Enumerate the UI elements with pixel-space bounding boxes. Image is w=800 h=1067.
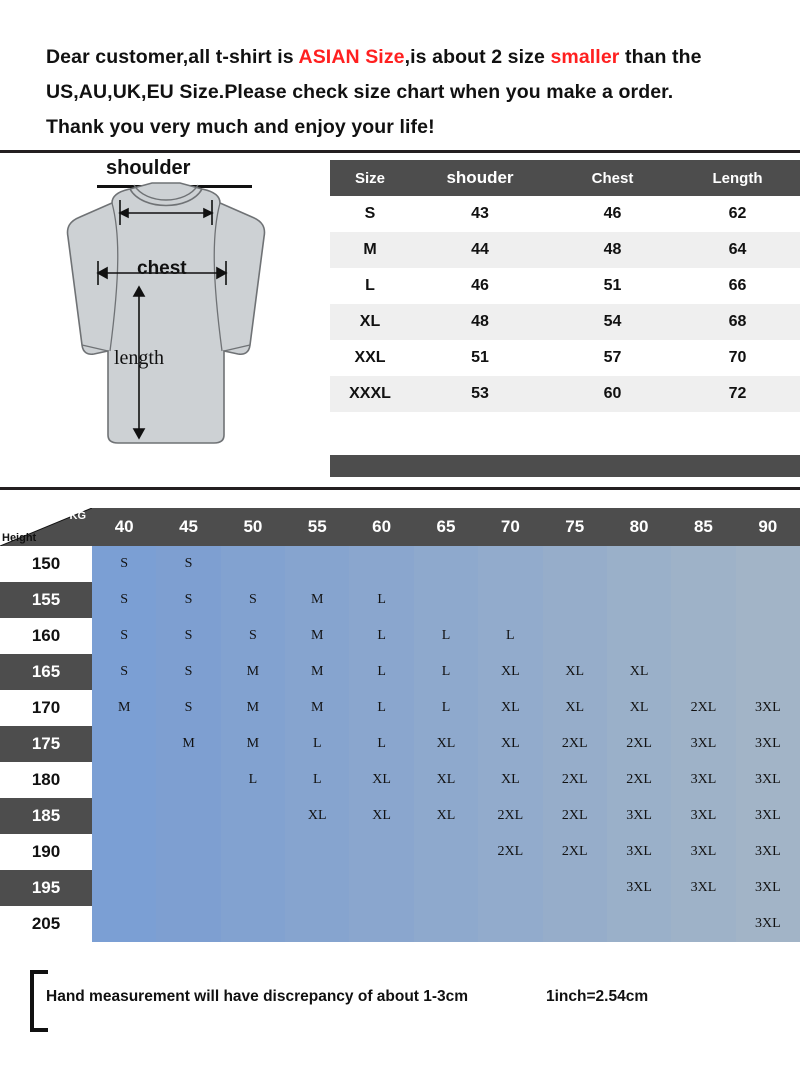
cell-size: XL xyxy=(330,304,410,340)
matrix-row xyxy=(0,582,800,618)
size-table-header-row xyxy=(330,160,800,196)
matrix-cell xyxy=(543,870,607,906)
matrix-height-label: Height xyxy=(2,532,37,544)
matrix-cell xyxy=(671,582,735,618)
length-label: length xyxy=(114,347,164,369)
matrix-cell xyxy=(736,582,800,618)
matrix-row xyxy=(0,834,800,870)
matrix-cell: L xyxy=(349,690,413,726)
size-table-header-length: Length xyxy=(675,160,800,196)
matrix-cell: 3XL xyxy=(736,834,800,870)
matrix-cell xyxy=(671,546,735,582)
bracket-top xyxy=(30,970,48,974)
matrix-row xyxy=(0,798,800,834)
matrix-cell: 2XL xyxy=(671,690,735,726)
bracket-bottom xyxy=(30,1028,48,1032)
matrix-cell xyxy=(285,834,349,870)
matrix-height-205: 205 xyxy=(0,906,92,942)
footer-measurement-note: Hand measurement will have discrepancy of about 1-3cm xyxy=(46,988,469,1005)
matrix-cell xyxy=(607,546,671,582)
matrix-row xyxy=(0,906,800,942)
matrix-cell xyxy=(349,834,413,870)
matrix-cell: S xyxy=(221,582,285,618)
matrix-height-165: 165 xyxy=(0,654,92,690)
matrix-cell: XL xyxy=(349,762,413,798)
matrix-cell: L xyxy=(349,618,413,654)
matrix-cell: S xyxy=(156,690,220,726)
matrix-cell: XL xyxy=(414,726,478,762)
shoulder-label: shoulder xyxy=(106,157,191,179)
matrix-cell: L xyxy=(349,654,413,690)
matrix-cell xyxy=(478,870,542,906)
matrix-cell: M xyxy=(156,726,220,762)
matrix-cell: XL xyxy=(607,654,671,690)
matrix-cell xyxy=(414,546,478,582)
matrix-cell xyxy=(414,870,478,906)
tshirt-illustration xyxy=(0,155,330,475)
notice-smaller: smaller xyxy=(550,46,620,68)
matrix-cell: S xyxy=(156,654,220,690)
matrix-cell: 3XL xyxy=(736,906,800,942)
matrix-cell: 3XL xyxy=(671,726,735,762)
matrix-height-150: 150 xyxy=(0,546,92,582)
matrix-cell xyxy=(156,870,220,906)
matrix-cell: XL xyxy=(607,690,671,726)
height-weight-matrix xyxy=(0,508,800,942)
footer-note xyxy=(30,970,770,1032)
footer-inch-conversion: 1inch=2.54cm xyxy=(546,988,649,1005)
matrix-cell: S xyxy=(156,582,220,618)
matrix-cell xyxy=(156,762,220,798)
matrix-cell xyxy=(92,726,156,762)
matrix-weight-70: 70 xyxy=(478,508,542,546)
matrix-cell: XL xyxy=(478,726,542,762)
matrix-cell: M xyxy=(285,582,349,618)
cell-size: M xyxy=(330,232,410,268)
cell-length: 66 xyxy=(675,268,800,304)
table-row xyxy=(330,268,800,304)
matrix-cell xyxy=(92,870,156,906)
table-row xyxy=(330,340,800,376)
matrix-row xyxy=(0,762,800,798)
matrix-cell xyxy=(221,834,285,870)
matrix-weight-60: 60 xyxy=(349,508,413,546)
matrix-cell: S xyxy=(92,546,156,582)
matrix-cell xyxy=(543,582,607,618)
matrix-cell xyxy=(92,834,156,870)
cell-shoulder: 46 xyxy=(410,268,550,304)
matrix-cell: 2XL xyxy=(543,798,607,834)
matrix-height-195: 195 xyxy=(0,870,92,906)
matrix-cell: M xyxy=(285,690,349,726)
matrix-cell xyxy=(92,798,156,834)
matrix-weight-45: 45 xyxy=(156,508,220,546)
cell-length: 70 xyxy=(675,340,800,376)
matrix-cell xyxy=(478,546,542,582)
cell-shoulder: 44 xyxy=(410,232,550,268)
matrix-cell: 3XL xyxy=(736,798,800,834)
cell-chest: 54 xyxy=(550,304,675,340)
cell-shoulder: 48 xyxy=(410,304,550,340)
matrix-cell: 3XL xyxy=(607,834,671,870)
matrix-cell: S xyxy=(92,654,156,690)
matrix-row xyxy=(0,726,800,762)
matrix-cell xyxy=(221,906,285,942)
size-table-header-size: Size xyxy=(330,160,410,196)
matrix-weight-85: 85 xyxy=(671,508,735,546)
matrix-cell: L xyxy=(478,618,542,654)
tshirt-diagram xyxy=(0,155,330,475)
matrix-cell xyxy=(671,618,735,654)
cell-chest: 46 xyxy=(550,196,675,232)
matrix-cell: 3XL xyxy=(607,870,671,906)
matrix-cell xyxy=(543,546,607,582)
matrix-cell xyxy=(607,906,671,942)
matrix-cell: XL xyxy=(478,690,542,726)
matrix-cell: XL xyxy=(285,798,349,834)
matrix-cell: 2XL xyxy=(607,726,671,762)
cell-length: 64 xyxy=(675,232,800,268)
matrix-cell xyxy=(221,798,285,834)
matrix-cell: S xyxy=(92,582,156,618)
matrix-height-190: 190 xyxy=(0,834,92,870)
table-row xyxy=(330,232,800,268)
matrix-cell xyxy=(156,834,220,870)
matrix-cell xyxy=(349,870,413,906)
matrix-weight-40: 40 xyxy=(92,508,156,546)
matrix-cell: L xyxy=(221,762,285,798)
matrix-weight-75: 75 xyxy=(543,508,607,546)
cell-shoulder: 43 xyxy=(410,196,550,232)
divider-middle xyxy=(0,487,800,490)
matrix-cell xyxy=(736,618,800,654)
matrix-cell xyxy=(156,798,220,834)
matrix-cell: S xyxy=(221,618,285,654)
matrix-cell xyxy=(736,546,800,582)
matrix-cell: M xyxy=(221,726,285,762)
cell-chest: 57 xyxy=(550,340,675,376)
matrix-row xyxy=(0,870,800,906)
matrix-cell: 3XL xyxy=(671,870,735,906)
matrix-cell: XL xyxy=(414,798,478,834)
notice-line-2: US,AU,UK,EU Size.Please check size chart when you make a order. xyxy=(46,81,674,103)
matrix-cell: S xyxy=(92,618,156,654)
matrix-cell: XL xyxy=(414,762,478,798)
cell-chest: 60 xyxy=(550,376,675,412)
cell-shoulder: 53 xyxy=(410,376,550,412)
matrix-cell xyxy=(221,870,285,906)
matrix-weight-65: 65 xyxy=(414,508,478,546)
matrix-cell xyxy=(671,906,735,942)
matrix-cell xyxy=(414,834,478,870)
matrix-cell xyxy=(285,870,349,906)
bracket-vertical xyxy=(30,970,34,1032)
matrix-cell: 2XL xyxy=(543,726,607,762)
matrix-cell: 2XL xyxy=(543,834,607,870)
matrix-corner-cell xyxy=(0,508,92,546)
matrix-cell xyxy=(285,906,349,942)
matrix-cell: XL xyxy=(543,690,607,726)
matrix-cell xyxy=(414,582,478,618)
matrix-height-175: 175 xyxy=(0,726,92,762)
matrix-cell xyxy=(349,546,413,582)
cell-size: XXL xyxy=(330,340,410,376)
matrix-cell: L xyxy=(414,690,478,726)
matrix-weight-55: 55 xyxy=(285,508,349,546)
matrix-cell: 3XL xyxy=(736,726,800,762)
matrix-cell xyxy=(478,582,542,618)
notice-line-3: Thank you very much and enjoy your life! xyxy=(46,116,435,138)
matrix-cell: S xyxy=(156,546,220,582)
matrix-cell xyxy=(607,618,671,654)
table-row xyxy=(330,196,800,232)
matrix-weight-90: 90 xyxy=(736,508,800,546)
matrix-weight-50: 50 xyxy=(221,508,285,546)
matrix-row xyxy=(0,618,800,654)
notice-text-b: ,is about 2 size xyxy=(404,46,551,68)
cell-size: XXXL xyxy=(330,376,410,412)
cell-size: L xyxy=(330,268,410,304)
cell-chest: 48 xyxy=(550,232,675,268)
table-row xyxy=(330,304,800,340)
size-table-header-shoulder: shouder xyxy=(410,160,550,196)
matrix-cell: M xyxy=(285,654,349,690)
matrix-cell: 2XL xyxy=(543,762,607,798)
cell-shoulder: 51 xyxy=(410,340,550,376)
matrix-cell: XL xyxy=(478,654,542,690)
matrix-cell: 2XL xyxy=(478,798,542,834)
matrix-cell: L xyxy=(285,726,349,762)
cell-size: S xyxy=(330,196,410,232)
matrix-cell: 3XL xyxy=(736,690,800,726)
matrix-weight-80: 80 xyxy=(607,508,671,546)
matrix-cell: L xyxy=(285,762,349,798)
matrix-cell: S xyxy=(156,618,220,654)
matrix-cell: 3XL xyxy=(671,762,735,798)
matrix-cell: 2XL xyxy=(478,834,542,870)
notice-text-a: Dear customer,all t-shirt is xyxy=(46,46,299,68)
divider-top xyxy=(0,150,800,153)
matrix-cell: M xyxy=(221,690,285,726)
size-table-header-chest: Chest xyxy=(550,160,675,196)
cell-length: 68 xyxy=(675,304,800,340)
matrix-cell: XL xyxy=(478,762,542,798)
matrix-cell xyxy=(543,618,607,654)
matrix-cell xyxy=(736,654,800,690)
matrix-row xyxy=(0,654,800,690)
matrix-cell xyxy=(92,906,156,942)
matrix-cell xyxy=(92,762,156,798)
matrix-height-170: 170 xyxy=(0,690,92,726)
notice-line-1 xyxy=(46,40,792,75)
matrix-cell: L xyxy=(414,654,478,690)
matrix-cell: M xyxy=(92,690,156,726)
matrix-cell xyxy=(156,906,220,942)
matrix-cell: 3XL xyxy=(607,798,671,834)
table-row xyxy=(330,376,800,412)
matrix-height-160: 160 xyxy=(0,618,92,654)
matrix-cell xyxy=(285,546,349,582)
notice-text-c: than the xyxy=(619,46,702,68)
notice-asian-size: ASIAN Size xyxy=(298,46,405,68)
matrix-cell: L xyxy=(349,582,413,618)
matrix-cell xyxy=(478,906,542,942)
matrix-header-row xyxy=(0,508,800,546)
matrix-row xyxy=(0,546,800,582)
matrix-cell xyxy=(349,906,413,942)
notice-block xyxy=(0,40,800,145)
matrix-cell: L xyxy=(414,618,478,654)
matrix-cell: L xyxy=(349,726,413,762)
matrix-cell xyxy=(221,546,285,582)
size-table-footer-bar xyxy=(330,455,800,477)
matrix-cell: M xyxy=(285,618,349,654)
cell-length: 72 xyxy=(675,376,800,412)
matrix-row xyxy=(0,690,800,726)
matrix-cell: XL xyxy=(543,654,607,690)
chest-label: chest xyxy=(137,258,187,279)
matrix-height-180: 180 xyxy=(0,762,92,798)
matrix-cell: 2XL xyxy=(607,762,671,798)
matrix-cell: M xyxy=(221,654,285,690)
matrix-height-185: 185 xyxy=(0,798,92,834)
size-table xyxy=(330,160,800,412)
matrix-cell: 3XL xyxy=(671,834,735,870)
matrix-cell: 3XL xyxy=(736,762,800,798)
matrix-height-155: 155 xyxy=(0,582,92,618)
matrix-cell xyxy=(607,582,671,618)
matrix-cell xyxy=(414,906,478,942)
matrix-cell: 3XL xyxy=(671,798,735,834)
matrix-cell xyxy=(671,654,735,690)
matrix-kg-label: KG xyxy=(69,510,86,522)
cell-chest: 51 xyxy=(550,268,675,304)
matrix-cell: XL xyxy=(349,798,413,834)
matrix-cell xyxy=(543,906,607,942)
cell-length: 62 xyxy=(675,196,800,232)
matrix-cell: 3XL xyxy=(736,870,800,906)
